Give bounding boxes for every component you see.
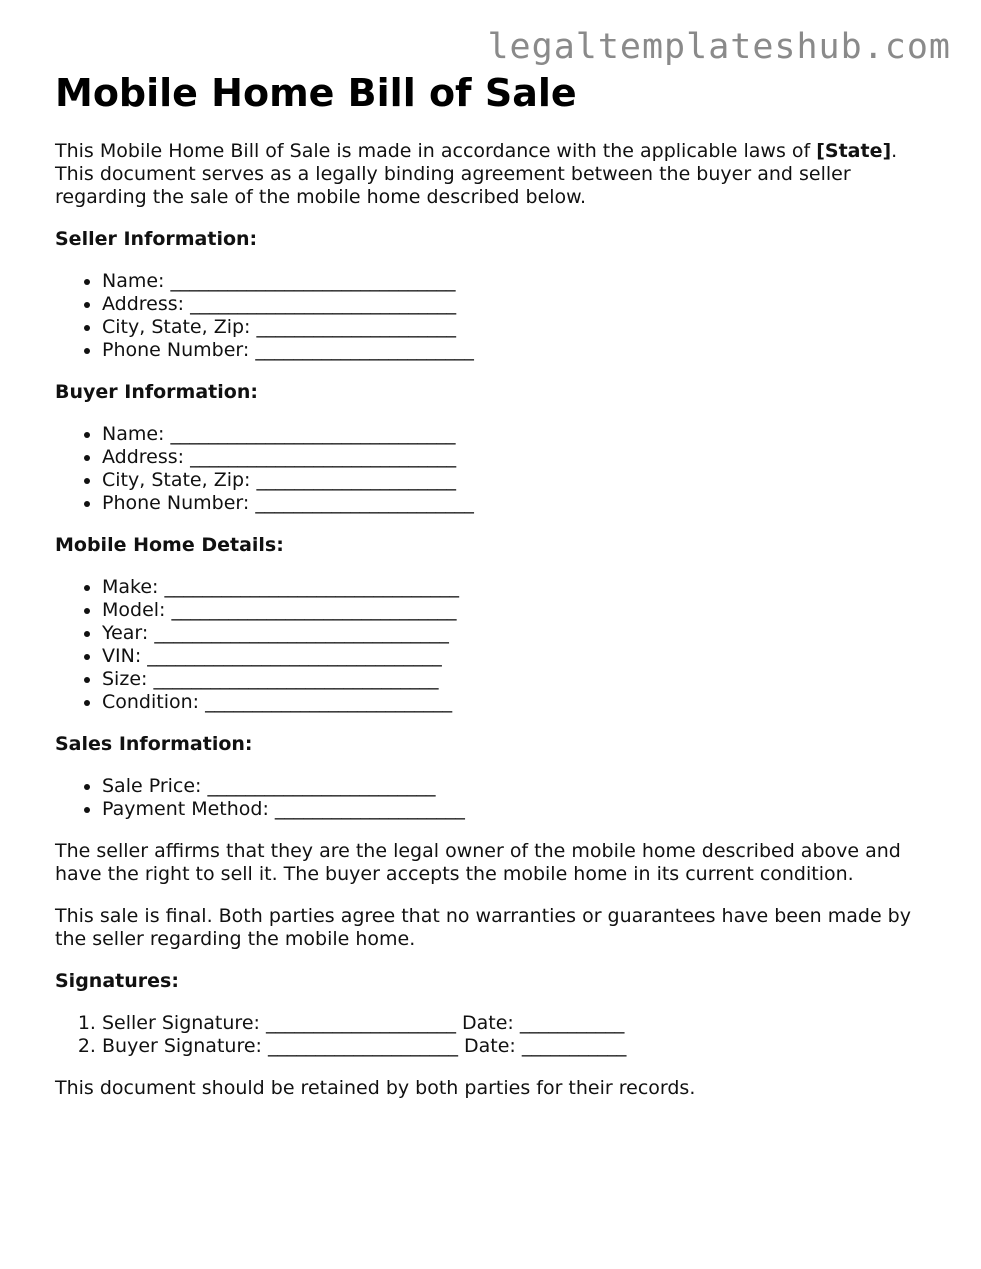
home-vin-field: • VIN: _______________________________	[102, 645, 935, 668]
seller-signature-line: 1. Seller Signature: ____________________ Date: ___________	[102, 1012, 935, 1035]
state-placeholder: [State]	[816, 140, 892, 162]
buyer-name-field: • Name: ______________________________	[102, 423, 935, 446]
sales-heading: Sales Information:	[55, 733, 253, 755]
home-details-heading: Mobile Home Details:	[55, 534, 284, 556]
retention-note: This document should be retained by both parties for their records.	[55, 1077, 696, 1099]
buyer-phone-field: • Phone Number: _______________________	[102, 492, 935, 515]
sales-list	[55, 775, 935, 821]
page-title: Mobile Home Bill of Sale	[55, 71, 577, 115]
final-clause-paragraph: This sale is final. Both parties agree that no warranties or guarantees have been made by the seller regarding the mobile home.	[55, 905, 911, 950]
watermark: legaltemplateshub.com	[487, 27, 951, 67]
seller-address-field: • Address: ____________________________	[102, 293, 935, 316]
home-details-list	[55, 576, 935, 714]
buyer-signature-line: 2. Buyer Signature: ____________________ Date: ___________	[102, 1035, 935, 1058]
buyer-city-state-zip-field: • City, State, Zip: _____________________	[102, 469, 935, 492]
intro-paragraph	[55, 140, 935, 209]
sale-price-field: • Sale Price: ________________________	[102, 775, 935, 798]
buyer-address-field: • Address: ____________________________	[102, 446, 935, 469]
affirmation-paragraph: The seller affirms that they are the legal owner of the mobile home described above and have the right to sell it. The buyer accepts the mobile home in its current condition.	[55, 840, 901, 885]
seller-phone-field: • Phone Number: _______________________	[102, 339, 935, 362]
home-condition-field: • Condition: __________________________	[102, 691, 935, 714]
seller-list	[55, 270, 935, 362]
intro-after-state: . This document serves as a legally binding agreement between the buyer and seller regarding the sale of the mobile home described below.	[55, 140, 898, 208]
document-page	[55, 70, 935, 1100]
buyer-list	[55, 423, 935, 515]
buyer-heading: Buyer Information:	[55, 381, 258, 403]
seller-city-state-zip-field: • City, State, Zip: _____________________	[102, 316, 935, 339]
intro-before-state: This Mobile Home Bill of Sale is made in accordance with the applicable laws of	[55, 140, 817, 162]
home-model-field: • Model: ______________________________	[102, 599, 935, 622]
home-make-field: • Make: _______________________________	[102, 576, 935, 599]
signatures-list	[55, 1012, 935, 1058]
seller-name-field: • Name: ______________________________	[102, 270, 935, 293]
seller-heading: Seller Information:	[55, 228, 258, 250]
payment-method-field: • Payment Method: ____________________	[102, 798, 935, 821]
home-size-field: • Size: ______________________________	[102, 668, 935, 691]
signatures-heading: Signatures:	[55, 970, 179, 992]
home-year-field: • Year: _______________________________	[102, 622, 935, 645]
